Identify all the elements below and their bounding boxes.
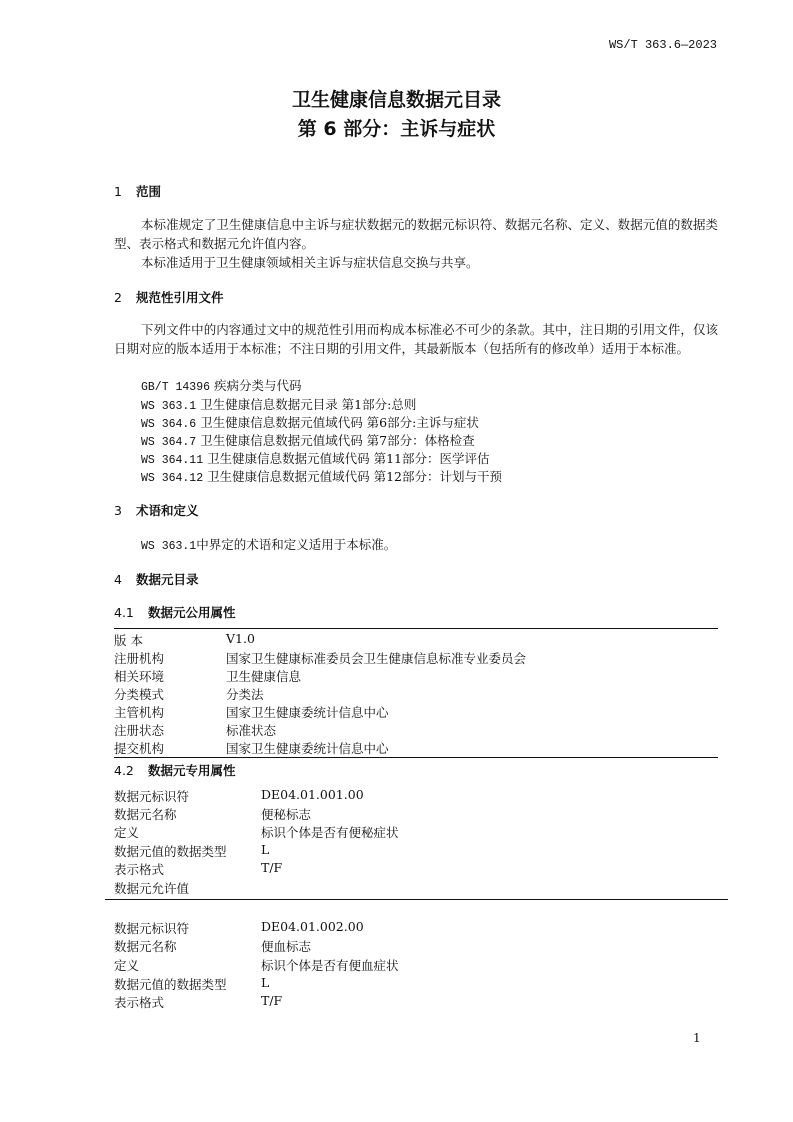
attribute-value: 国家卫生健康委统计信息中心 — [226, 705, 389, 720]
common-attributes-table — [114, 631, 718, 759]
attribute-label: 表示格式 — [114, 862, 165, 877]
attribute-label: 注册机构 — [114, 651, 165, 666]
attribute-value: DE04.01.002.00 — [261, 919, 364, 934]
reference-item: WS 364.11 卫生健康信息数据元值域代码 第11部分：医学评估 — [141, 451, 490, 467]
attribute-label: 定义 — [114, 958, 140, 973]
section-1-heading — [114, 182, 161, 200]
section-number: 3 — [114, 503, 122, 518]
reference-item: WS 363.1 卫生健康信息数据元目录 第1部分:总则 — [141, 397, 417, 413]
attribute-label: 相关环境 — [114, 669, 165, 684]
section-title: 数据元目录 — [136, 572, 199, 587]
attribute-value: T/F — [261, 860, 283, 875]
attribute-value: 标识个体是否有便血症状 — [261, 958, 399, 973]
document-title-line2: 第 6 部分：主诉与症状 — [297, 118, 496, 140]
data-element-block — [114, 787, 718, 897]
attribute-value: 便秘标志 — [261, 807, 312, 822]
attribute-label: 版 本 — [114, 633, 143, 648]
section-3-heading — [114, 501, 199, 519]
section-title: 数据元公用属性 — [148, 605, 236, 620]
attribute-label: 数据元名称 — [114, 807, 177, 822]
section-number: 2 — [114, 290, 122, 305]
table-top-rule — [114, 628, 718, 629]
section-1-paragraph-1: 本标准规定了卫生健康信息中主诉与症状数据元的数据元标识符、数据元名称、定义、数据元值的数据类型、表示格式和数据元允许值内容。 — [114, 217, 718, 251]
section-title: 术语和定义 — [136, 503, 199, 518]
section-number: 4 — [114, 572, 122, 587]
page-number: 1 — [693, 1031, 701, 1045]
section-number: 4.2 — [114, 763, 134, 778]
reference-item: WS 364.6 卫生健康信息数据元值域代码 第6部分:主诉与症状 — [141, 415, 479, 431]
section-4-2-heading — [114, 761, 236, 779]
attribute-label: 分类模式 — [114, 687, 165, 702]
attribute-value: V1.0 — [226, 631, 255, 646]
attribute-label: 数据元标识符 — [114, 921, 190, 936]
attribute-value: 国家卫生健康委统计信息中心 — [226, 741, 389, 756]
attribute-label: 数据元允许值 — [114, 881, 190, 896]
attribute-label: 数据元名称 — [114, 939, 177, 954]
attribute-value: 标识个体是否有便秘症状 — [261, 825, 399, 840]
data-element-block — [114, 919, 718, 1011]
table-bottom-rule — [114, 757, 718, 758]
attribute-label: 注册状态 — [114, 723, 165, 738]
attribute-value: 卫生健康信息 — [226, 669, 302, 684]
section-1-paragraph-2: 本标准适用于卫生健康领域相关主诉与症状信息交换与共享。 — [141, 255, 479, 270]
section-number: 4.1 — [114, 605, 134, 620]
section-2-heading — [114, 288, 224, 306]
attribute-label: 数据元值的数据类型 — [114, 844, 227, 859]
section-title: 规范性引用文件 — [136, 290, 224, 305]
attribute-label: 提交机构 — [114, 741, 165, 756]
attribute-value: 国家卫生健康标准委员会卫生健康信息标准专业委员会 — [226, 651, 527, 666]
attribute-label: 数据元值的数据类型 — [114, 977, 227, 992]
element-separator — [105, 899, 728, 900]
document-title-line1: 卫生健康信息数据元目录 — [291, 89, 501, 111]
attribute-value: 标准状态 — [226, 723, 277, 738]
standard-code: WS/T 363.6—2023 — [608, 38, 717, 52]
attribute-value: T/F — [261, 993, 283, 1008]
section-4-heading — [114, 570, 199, 588]
attribute-label: 数据元标识符 — [114, 789, 190, 804]
attribute-value: L — [261, 842, 270, 857]
attribute-label: 表示格式 — [114, 995, 165, 1010]
section-4-1-heading — [114, 603, 236, 621]
reference-item: GB/T 14396 疾病分类与代码 — [141, 378, 302, 394]
attribute-value: 分类法 — [226, 687, 264, 702]
section-title: 数据元专用属性 — [148, 763, 236, 778]
reference-item: WS 364.12 卫生健康信息数据元值域代码 第12部分：计划与干预 — [141, 469, 502, 485]
section-3-text: WS 363.1中界定的术语和定义适用于本标准。 — [141, 537, 397, 553]
section-title: 范围 — [136, 184, 162, 199]
attribute-value: L — [261, 975, 270, 990]
reference-item: WS 364.7 卫生健康信息数据元值域代码 第7部分：体格检查 — [141, 433, 475, 449]
section-2-intro: 下列文件中的内容通过文中的规范性引用而构成本标准必不可少的条款。其中，注日期的引用文件，仅该日期对应的版本适用于本标准；不注日期的引用文件，其最新版本（包括所有的修改单）适用于本标准。 — [114, 322, 718, 356]
attribute-value: 便血标志 — [261, 939, 312, 954]
attribute-label: 定义 — [114, 825, 140, 840]
section-number: 1 — [114, 184, 122, 199]
attribute-label: 主管机构 — [114, 705, 165, 720]
attribute-value: DE04.01.001.00 — [261, 787, 364, 802]
